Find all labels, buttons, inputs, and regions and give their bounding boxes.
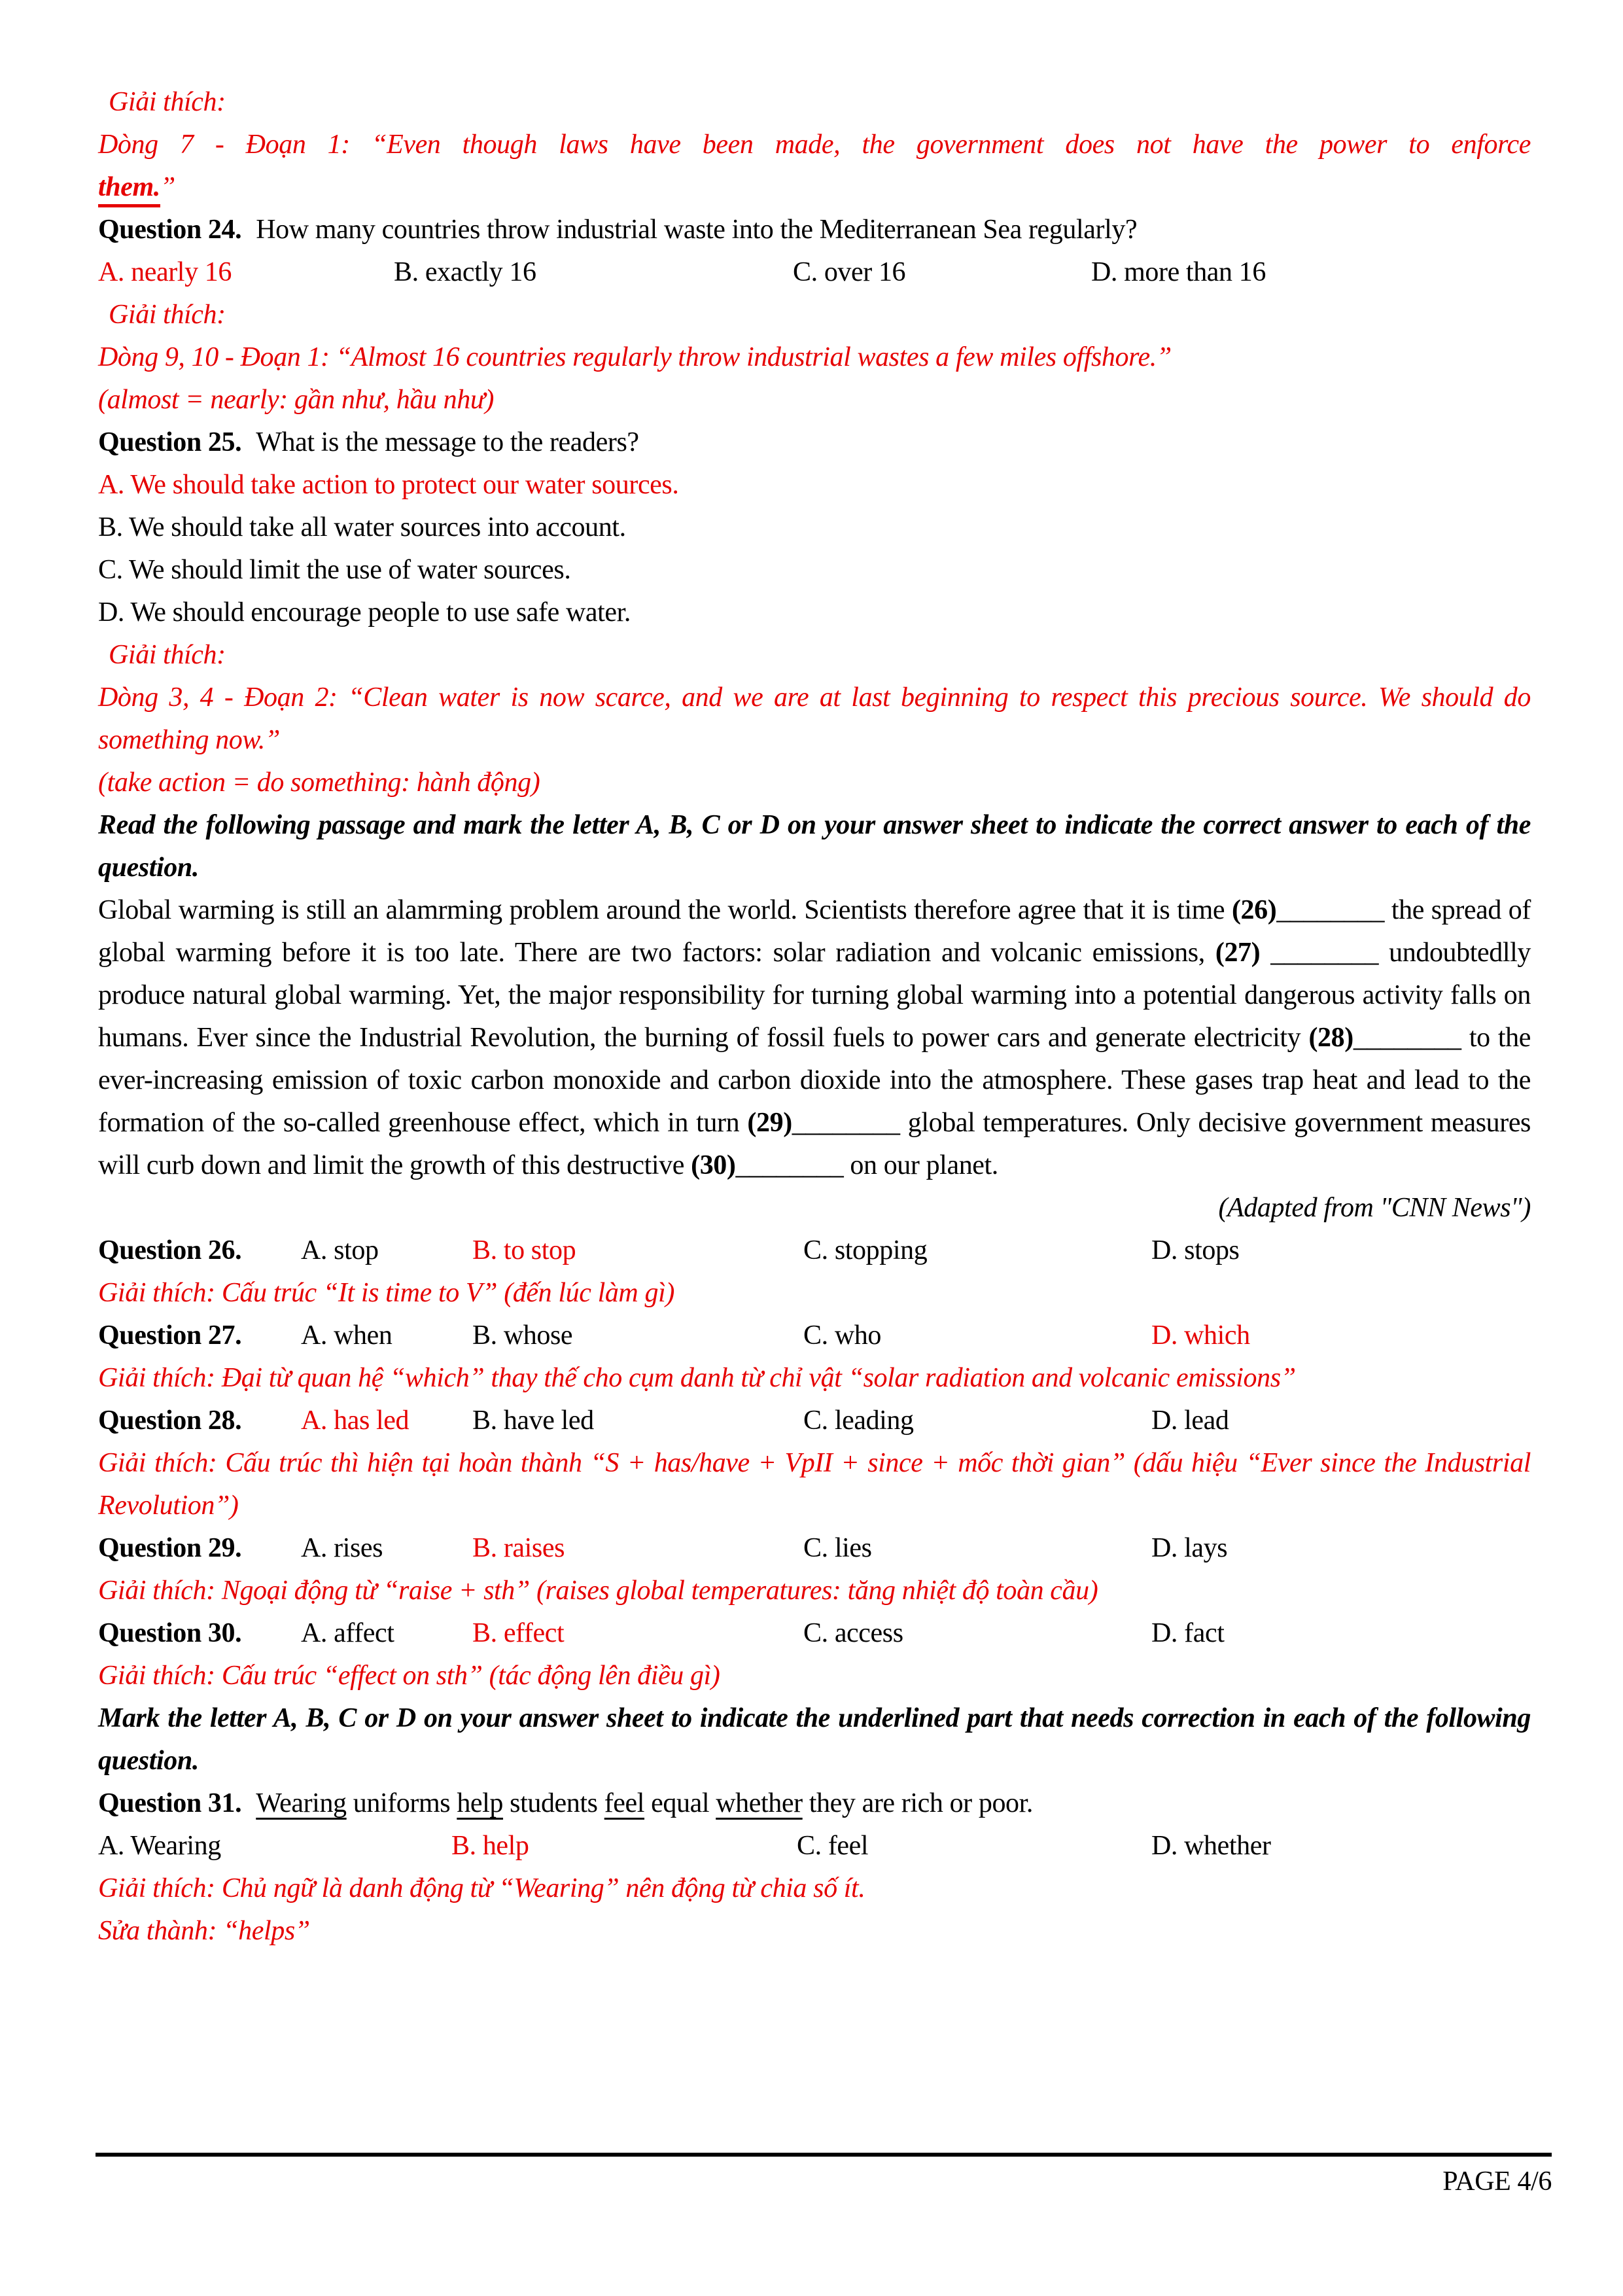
question-29-label: Question 29. <box>98 1533 242 1563</box>
q28-option-b: B. have led <box>472 1405 594 1436</box>
q31-seg2: students <box>503 1788 604 1818</box>
q25-explanation-label: Giải thích: <box>109 640 226 670</box>
footer-divider <box>96 2153 1552 2157</box>
q29-option-a: A. rises <box>301 1533 383 1563</box>
passage-seg3: ________ undoubtedlly produce natural global warming. Yet, the major responsibility for turning global warming into a potential dangerous activity falls on humans. Ever since the Industrial Revolution, the burning of fossil fuels to power cars and generate electricity <box>98 938 1531 1053</box>
q25-option-b: B. We should take all water sources into account. <box>98 512 626 542</box>
question-29-row <box>98 1527 1531 1570</box>
passage-seg6: ________ on our planet. <box>735 1150 998 1180</box>
question-31-text <box>98 1782 1531 1825</box>
q24-option-d: D. more than 16 <box>1091 257 1266 287</box>
passage-seg5: ________ global temperatures. Only decisive government measures will curb down and limit the growth of this destructive <box>98 1108 1531 1180</box>
q31-option-d: D. whether <box>1151 1831 1271 1861</box>
q28-option-a: A. has led <box>301 1405 410 1436</box>
q31-underlined-wearing: Wearing <box>256 1788 347 1818</box>
page-number: PAGE 4/6 <box>1442 2166 1552 2197</box>
question-31-label: Question 31. <box>98 1788 242 1818</box>
q27-option-a: A. when <box>301 1320 393 1351</box>
prev-explanation-label: Giải thích: <box>109 87 226 117</box>
q26-option-d: D. stops <box>1151 1235 1240 1265</box>
cloze-passage <box>98 889 1531 1187</box>
q29-option-d: D. lays <box>1151 1533 1228 1563</box>
underlined-answer-word: them. <box>98 172 160 207</box>
q27-option-c: C. who <box>803 1320 881 1351</box>
q25-explanation-note: (take action = do something: hành động) <box>98 768 540 798</box>
q24-explanation-label: Giải thích: <box>109 300 226 330</box>
q25-option-c: C. We should limit the use of water sources. <box>98 555 571 585</box>
q30-option-c: C. access <box>803 1618 903 1648</box>
q26-option-b: B. to stop <box>472 1235 576 1265</box>
q31-seg4: they are rich or poor. <box>802 1788 1034 1818</box>
passage-source: (Adapted from "CNN News") <box>1218 1193 1531 1223</box>
question-30-row <box>98 1612 1531 1655</box>
question-27-label: Question 27. <box>98 1320 242 1351</box>
q29-option-c: C. lies <box>803 1533 872 1563</box>
q24-option-b: B. exactly 16 <box>394 257 536 287</box>
q31-underlined-whether: whether <box>716 1788 803 1818</box>
q31-option-a: A. Wearing <box>98 1831 221 1861</box>
q27-explanation: Giải thích: Đại từ quan hệ “which” thay thế cho cụm danh từ chỉ vật “solar radiation and volcanic emissions” <box>98 1363 1296 1393</box>
q24-explanation-note: (almost = nearly: gần như, hầu như) <box>98 385 494 415</box>
q31-correction: Sửa thành: “helps” <box>98 1916 310 1946</box>
q27-option-d: D. which <box>1151 1320 1250 1351</box>
instruction-mark-underlined: Mark the letter A, B, C or D on your answer sheet to indicate the underlined part that needs correction in each of the following question. <box>98 1703 1531 1776</box>
q28-option-c: C. leading <box>803 1405 914 1436</box>
question-24-options <box>98 251 1531 294</box>
passage-seg2: ________ the spread of global warming before it is too late. There are two factors: solar radiation and volcanic emissions, <box>98 895 1531 968</box>
q28-explanation: Giải thích: Cấu trúc thì hiện tại hoàn thành “S + has/have + VpII + since + mốc thời gian” (dấu hiệu “Ever since the Industrial Revolution”) <box>98 1448 1531 1521</box>
q24-explanation-quote: Dòng 9, 10 - Đoạn 1: “Almost 16 countries regularly throw industrial wastes a few miles offshore.” <box>98 342 1172 372</box>
prev-explanation-quote-line: Dòng 7 - Đoạn 1: “Even though laws have been made, the government does not have the power to enforce <box>98 130 1531 160</box>
prev-explanation-quote-tail <box>98 166 1531 209</box>
q25-option-a: A. We should take action to protect our water sources. <box>98 470 679 500</box>
question-26-label: Question 26. <box>98 1235 242 1265</box>
q31-underlined-help: help <box>457 1788 504 1818</box>
question-24-stem: How many countries throw industrial waste into the Mediterranean Sea regularly? <box>256 215 1138 245</box>
blank-29: (29) <box>747 1108 792 1138</box>
q26-option-c: C. stopping <box>803 1235 928 1265</box>
q24-option-c: C. over 16 <box>793 257 906 287</box>
page-footer <box>96 2153 1552 2197</box>
instruction-read-passage: Read the following passage and mark the letter A, B, C or D on your answer sheet to indicate the correct answer to each of the question. <box>98 810 1531 883</box>
q31-seg3: equal <box>644 1788 716 1818</box>
passage-seg1: Global warming is still an alamrming problem around the world. Scientists therefore agree that it is time <box>98 895 1232 925</box>
passage-seg4: ________ to the ever-increasing emission of toxic carbon monoxide and carbon dioxide into the atmosphere. These gases trap heat and lead to the formation of the so-called greenhouse effect, which in turn <box>98 1023 1531 1138</box>
question-25-label: Question 25. <box>98 427 242 457</box>
blank-27: (27) <box>1215 938 1261 968</box>
q25-explanation-quote: Dòng 3, 4 - Đoạn 2: “Clean water is now scarce, and we are at last beginning to respect this precious source. We should do something now.” <box>98 682 1531 755</box>
q26-explanation: Giải thích: Cấu trúc “It is time to V” (đến lúc làm gì) <box>98 1278 674 1308</box>
blank-30: (30) <box>691 1150 736 1180</box>
question-28-label: Question 28. <box>98 1405 242 1436</box>
question-30-label: Question 30. <box>98 1618 242 1648</box>
question-26-row <box>98 1229 1531 1272</box>
blank-28: (28) <box>1308 1023 1353 1053</box>
q28-option-d: D. lead <box>1151 1405 1229 1436</box>
q31-seg1: uniforms <box>346 1788 457 1818</box>
question-25-stem: What is the message to the readers? <box>256 427 639 457</box>
blank-26: (26) <box>1231 895 1277 925</box>
q30-explanation: Giải thích: Cấu trúc “effect on sth” (tác động lên điều gì) <box>98 1661 720 1691</box>
question-28-row <box>98 1400 1531 1442</box>
q31-option-c: C. feel <box>797 1831 869 1861</box>
q31-underlined-feel: feel <box>604 1788 645 1818</box>
question-25-text <box>98 421 1531 464</box>
q31-option-b: B. help <box>451 1831 529 1861</box>
q30-option-d: D. fact <box>1151 1618 1225 1648</box>
q30-option-a: A. affect <box>301 1618 394 1648</box>
exam-answer-sheet <box>98 81 1531 1952</box>
question-31-options <box>98 1825 1531 1867</box>
q31-explanation: Giải thích: Chủ ngữ là danh động từ “Wearing” nên động từ chia số ít. <box>98 1873 865 1903</box>
closing-quote: ” <box>160 172 175 202</box>
q27-option-b: B. whose <box>472 1320 573 1351</box>
q25-option-d: D. We should encourage people to use safe water. <box>98 597 631 627</box>
q29-explanation: Giải thích: Ngoại động từ “raise + sth” (raises global temperatures: tăng nhiệt độ toàn cầu) <box>98 1576 1098 1606</box>
q29-option-b: B. raises <box>472 1533 565 1563</box>
q26-option-a: A. stop <box>301 1235 379 1265</box>
q24-option-a: A. nearly 16 <box>98 257 232 287</box>
question-24-text <box>98 209 1531 251</box>
q30-option-b: B. effect <box>472 1618 565 1648</box>
question-27-row <box>98 1315 1531 1357</box>
question-24-label: Question 24. <box>98 215 242 245</box>
